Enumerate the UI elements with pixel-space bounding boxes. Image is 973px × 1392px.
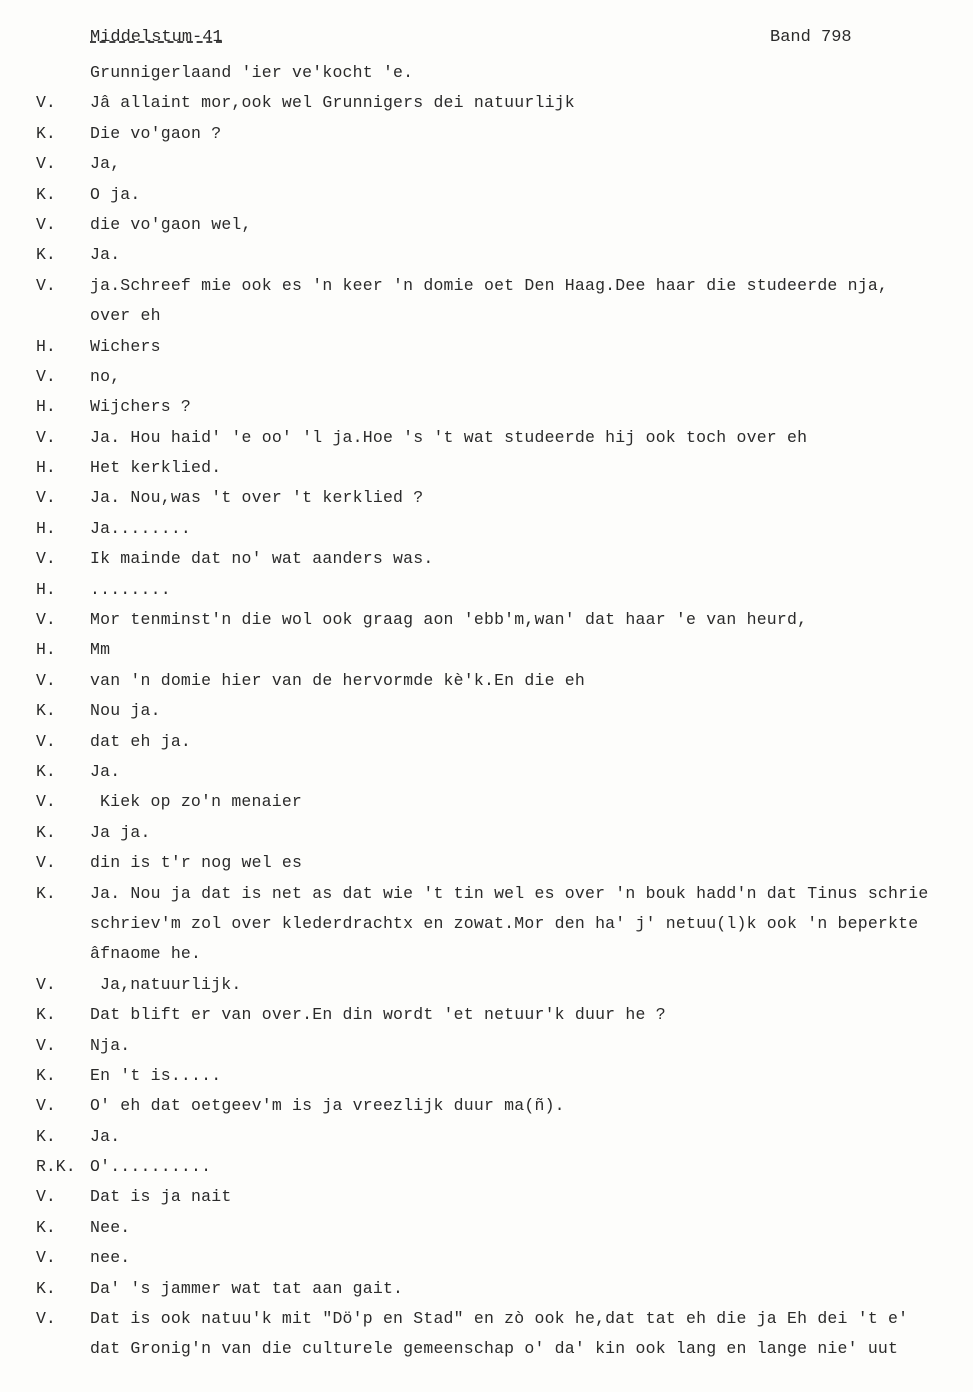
line-text: Ja,natuurlijk.	[100, 974, 242, 994]
line-text: Grunnigerlaand 'ier ve'kocht 'e.	[90, 63, 414, 82]
transcript-line	[0, 848, 973, 878]
line-text: Ik mainde dat no' wat aanders was.	[90, 549, 434, 569]
speaker-label: K.	[36, 1217, 56, 1237]
speaker-label: K.	[36, 822, 56, 842]
transcript-line	[0, 58, 973, 88]
speaker-label: K.	[36, 761, 56, 781]
line-text: Ja,	[90, 154, 121, 174]
line-text: Dat is ja nait	[90, 1187, 232, 1207]
line-text: Dat is ook natuu'k mit "Dö'p en Stad" en zò ook he,dat tat eh die ja Eh dei 't e'	[90, 1309, 909, 1329]
transcript-line	[0, 575, 973, 605]
transcript-line	[0, 210, 973, 240]
speaker-label: V.	[36, 1248, 56, 1268]
speaker-label: H.	[36, 458, 56, 478]
speaker-label: V.	[36, 488, 56, 508]
line-text: van 'n domie hier van de hervormde kè'k.En die eh	[90, 670, 585, 690]
transcript-line	[0, 332, 973, 362]
transcript-lines	[0, 58, 973, 1365]
line-text: Kiek op zo'n menaier	[100, 792, 303, 812]
transcript-line	[0, 362, 973, 392]
line-text: Die vo'gaon ?	[90, 123, 222, 143]
transcript-line	[0, 240, 973, 270]
line-text: Ja.	[90, 761, 121, 781]
line-text: Dat blift er van over.En din wordt 'et netuur'k duur he ?	[90, 1005, 666, 1025]
speaker-label: V.	[36, 610, 56, 630]
line-text: Ja. Nou ja dat is net as dat wie 't tin wel es over 'n bouk hadd'n dat Tinus schrie	[90, 883, 929, 903]
speaker-label: K.	[36, 701, 56, 721]
speaker-label: V.	[36, 731, 56, 751]
transcript-line	[0, 544, 973, 574]
speaker-label: R.K.	[36, 1157, 76, 1177]
speaker-label: V.	[36, 93, 56, 113]
speaker-label: V.	[36, 214, 56, 234]
line-text: nee.	[90, 1248, 131, 1268]
transcript-line	[0, 727, 973, 757]
transcript-line	[0, 635, 973, 665]
transcript-line	[0, 453, 973, 483]
transcript-line	[0, 1091, 973, 1121]
speaker-label: V.	[36, 853, 56, 873]
line-text: O'..........	[90, 1157, 212, 1177]
transcript-line	[0, 180, 973, 210]
line-text: Nou ja.	[90, 701, 161, 721]
transcript-line	[0, 271, 973, 301]
speaker-label: K.	[36, 123, 56, 143]
speaker-label: H.	[36, 397, 56, 417]
speaker-label: V.	[36, 1309, 56, 1329]
transcript-line	[0, 666, 973, 696]
transcript-line	[0, 970, 973, 1000]
speaker-label: V.	[36, 670, 56, 690]
line-text: din is t'r nog wel es	[90, 853, 303, 873]
transcript-line	[0, 1213, 973, 1243]
transcript-line	[0, 1061, 973, 1091]
line-text: schriev'm zol over klederdrachtx en zowat.Mor den ha' j' netuu(l)k ook 'n beperkte	[90, 913, 919, 933]
speaker-label: V.	[36, 792, 56, 812]
transcript-line	[0, 1152, 973, 1182]
speaker-label: V.	[36, 154, 56, 174]
transcript-line	[0, 787, 973, 817]
speaker-label: V.	[36, 549, 56, 569]
transcript-line	[0, 757, 973, 787]
transcript-line	[0, 1031, 973, 1061]
speaker-label: V.	[36, 427, 56, 447]
line-text: Ja. Hou haid' 'e oo' 'l ja.Hoe 's 't wat studeerde hij ook toch over eh	[90, 427, 808, 447]
transcript-line	[0, 423, 973, 453]
line-text: Mm	[90, 640, 111, 660]
speaker-label: K.	[36, 1005, 56, 1025]
line-text: Ja........	[90, 518, 192, 538]
speaker-label: K.	[36, 1065, 56, 1085]
line-text: En 't is.....	[90, 1065, 222, 1085]
line-text: Ja. Nou,was 't over 't kerklied ?	[90, 488, 424, 508]
line-text: Jâ allaint mor,ook wel Grunnigers dei natuurlijk	[90, 93, 575, 113]
line-text: Wichers	[90, 336, 161, 356]
speaker-label: K.	[36, 1126, 56, 1146]
line-text: dat Gronig'n van die culturele gemeenschap o' da' kin ook lang en lange nie' uut	[90, 1339, 899, 1359]
line-text: O ja.	[90, 184, 141, 204]
line-text: Ja.	[90, 1126, 121, 1146]
transcript-line	[0, 696, 973, 726]
tape-number: Band 798	[770, 28, 852, 47]
line-text: O' eh dat oetgeev'm is ja vreezlijk duur ma(ñ).	[90, 1096, 565, 1116]
speaker-label: V.	[36, 366, 56, 386]
transcript-line	[0, 119, 973, 149]
transcript-line	[0, 514, 973, 544]
transcript-line	[0, 1122, 973, 1152]
transcript-line	[0, 909, 973, 939]
transcript-line	[0, 939, 973, 969]
transcript-line	[0, 88, 973, 118]
speaker-label: K.	[36, 883, 56, 903]
transcript-line	[0, 605, 973, 635]
transcript-line	[0, 1243, 973, 1273]
transcript-line	[0, 301, 973, 331]
line-text: Ja.	[90, 245, 121, 265]
line-text: no,	[90, 366, 121, 386]
line-text: ja.Schreef mie ook es 'n keer 'n domie oet Den Haag.Dee haar die studeerde nja,	[90, 275, 889, 295]
transcript-line	[0, 483, 973, 513]
transcript-line	[0, 1334, 973, 1364]
speaker-label: K.	[36, 1278, 56, 1298]
line-text: Nee.	[90, 1217, 131, 1237]
line-text: Da' 's jammer wat tat aan gait.	[90, 1278, 404, 1298]
line-text: over eh	[90, 306, 161, 326]
line-text: Ja ja.	[90, 822, 151, 842]
transcript-line	[0, 149, 973, 179]
line-text: Nja.	[90, 1035, 131, 1055]
transcript-line	[0, 879, 973, 909]
line-text: âfnaome he.	[90, 944, 202, 964]
speaker-label: V.	[36, 275, 56, 295]
line-text: ........	[90, 579, 171, 599]
header-title: Middelstum-41	[90, 28, 223, 47]
transcript-line	[0, 1000, 973, 1030]
line-text: Wijchers ?	[90, 397, 192, 417]
line-text: dat eh ja.	[90, 731, 192, 751]
transcript-line	[0, 818, 973, 848]
speaker-label: K.	[36, 245, 56, 265]
transcript-line	[0, 1182, 973, 1212]
line-text: Het kerklied.	[90, 458, 222, 478]
speaker-label: H.	[36, 579, 56, 599]
speaker-label: V.	[36, 1035, 56, 1055]
speaker-label: K.	[36, 184, 56, 204]
speaker-label: H.	[36, 518, 56, 538]
line-text: die vo'gaon wel,	[90, 214, 252, 234]
transcript-line	[0, 1274, 973, 1304]
speaker-label: V.	[36, 1187, 56, 1207]
speaker-label: H.	[36, 336, 56, 356]
line-text: Mor tenminst'n die wol ook graag aon 'ebb'm,wan' dat haar 'e van heurd,	[90, 610, 808, 630]
transcript-line	[0, 392, 973, 422]
transcript-line	[0, 1304, 973, 1334]
speaker-label: H.	[36, 640, 56, 660]
speaker-label: V.	[36, 974, 56, 994]
speaker-label: V.	[36, 1096, 56, 1116]
